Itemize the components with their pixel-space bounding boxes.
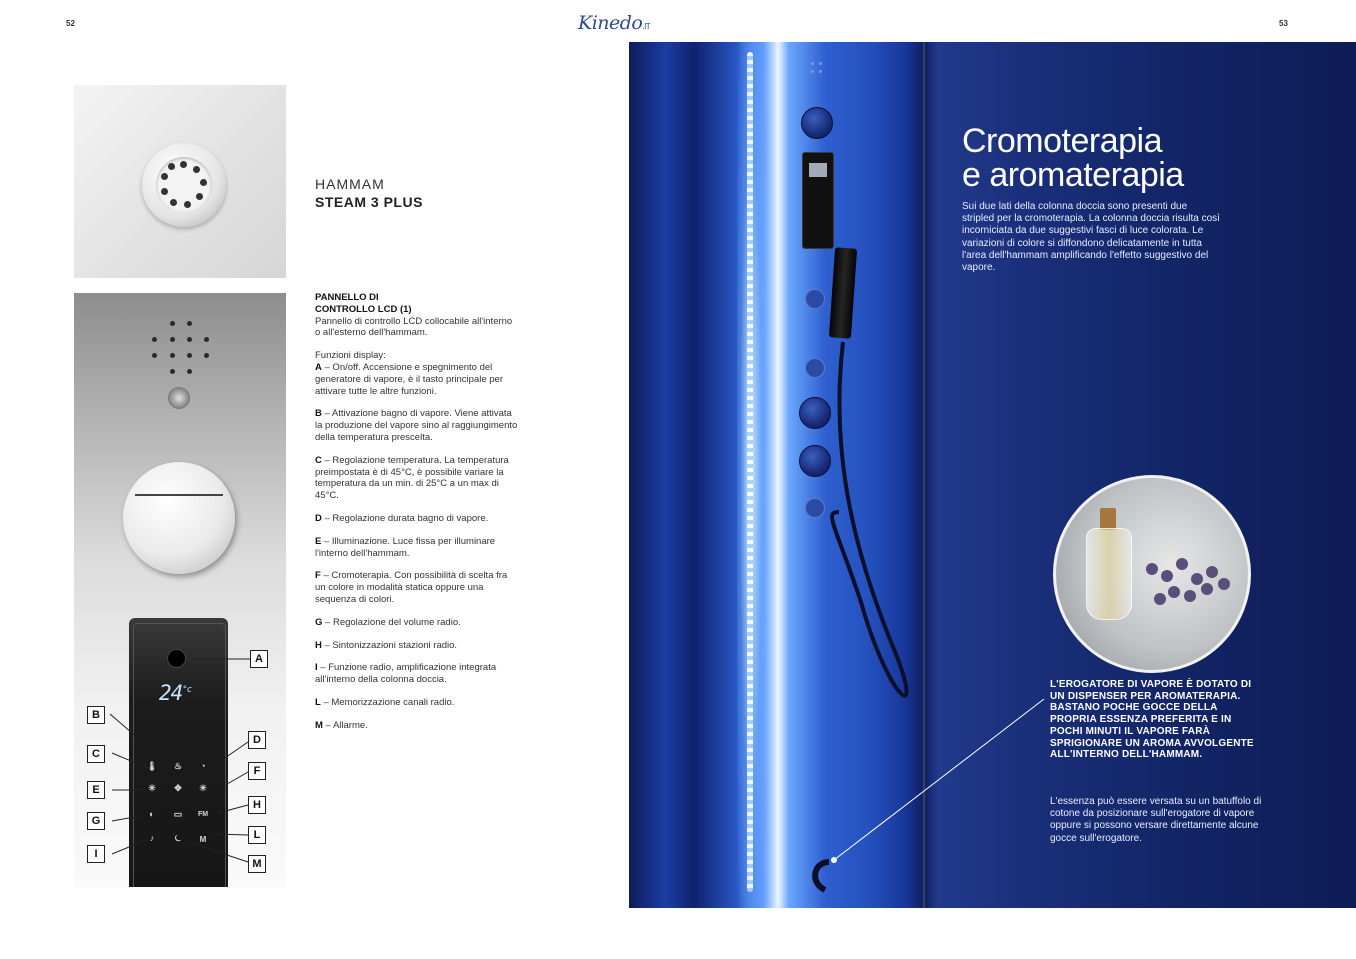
callout-e: E — [87, 781, 105, 799]
sun-icon[interactable]: ☀ — [198, 783, 208, 793]
callout-d: D — [248, 731, 266, 749]
callout-l: L — [248, 826, 266, 844]
headline-line-2: e aromaterapia — [962, 156, 1184, 194]
caption-pointer — [829, 697, 1049, 867]
callout-m: M — [248, 855, 266, 873]
spec-item-b: B – Attivazione bagno di vapore. Viene attivata la produzione del vapore sino al raggiungimento della temperatura prescelta. — [315, 408, 518, 443]
callout-a: A — [250, 650, 268, 668]
thermometer-icon[interactable]: 🌡 — [146, 761, 158, 771]
spec-item-m: M – Allarme. — [315, 719, 368, 731]
feature-headline — [962, 124, 1184, 192]
spec-item-e: E – Illuminazione. Luce fissa per illuminare l'interno dell'hammam. — [315, 535, 496, 559]
specs-heading-2: CONTROLLO LCD (1) — [315, 303, 412, 315]
spec-item-d: D – Regolazione durata bagno di vapore. — [315, 512, 489, 524]
fm-button[interactable]: FM — [197, 811, 209, 818]
spec-item-a: A – On/off. Accensione e spegnimento del generatore di vapore, è il tasto principale per attivare tutte le altre funzioni. — [315, 361, 504, 397]
alarm-icon[interactable]: ⏾ — [174, 833, 182, 843]
page-number-left: 52 — [66, 19, 75, 28]
specs-heading-1: PANNELLO DI — [315, 292, 379, 303]
oil-bottle-icon — [1086, 528, 1132, 620]
radio-icon[interactable]: ♪ — [149, 833, 155, 843]
spec-item-l: L – Memorizzazione canali radio. — [315, 696, 455, 708]
callout-f: F — [248, 762, 266, 780]
logo-text: Kinedo — [578, 12, 643, 34]
aroma-caption-bold: L'EROGATORE DI VAPORE È DOTATO DI UN DISPENSER PER AROMATERAPIA. BASTANO POCHE GOCCE DELLA PROPRIA ESSENZA PREFERITA E IN POCHI MINUTI IL VAPORE FARÀ SPRIGIONARE UN AROMA AVVOLGENTE ALL'INTERNO DELL'HAMMAM. — [1050, 679, 1254, 761]
aroma-caption-text: L'essenza può essere versata su un batuffolo di cotone da posizionare sull'erogatore di vapore oppure si possono versare direttamente alcune gocce sull'erogatore. — [1050, 796, 1262, 844]
page-number-right: 53 — [1279, 19, 1288, 28]
spec-item-f: F – Cromoterapia. Con possibilità di scelta fra un colore in modalità statica oppure una sequenza di colori. — [315, 570, 508, 605]
specs-column — [315, 292, 520, 743]
minus-icon[interactable]: ▭ — [173, 809, 183, 819]
steam-icon[interactable]: ♨ — [173, 761, 183, 771]
product-category: HAMMAM — [315, 176, 385, 192]
feature-intro: Sui due lati della colonna doccia sono presenti due stripled per la cromoterapia. La colonna doccia risulta così incorniciata da due suggestivi fasci di luce colorata. Le variazioni di colore si diffondono delicatamente in tutta l'area dell'hammam amplificando l'effetto suggestivo del vapore. — [962, 201, 1220, 274]
callout-g: G — [87, 812, 105, 830]
spec-item-i: I – Funzione radio, amplificazione integrata all'interno della colonna doccia. — [315, 662, 497, 686]
callout-c: C — [87, 745, 105, 763]
headline-line-1: Cromoterapia — [962, 122, 1162, 160]
callout-h: H — [248, 796, 266, 814]
timer-icon[interactable]: ◔ — [200, 761, 206, 771]
lcd-temperature: $24^{^\circ c}$ — [159, 681, 192, 705]
aroma-oil-image — [1053, 475, 1251, 673]
light-icon[interactable]: ✳ — [148, 783, 156, 793]
spec-item-h: H – Sintonizzazioni stazioni radio. — [315, 639, 458, 651]
spec-item-c: C – Regolazione temperatura. La temperatura preimpostata è di 45°C, è possibile variare la temperatura da un min. di 25°C a un max di 45°C. — [315, 454, 509, 502]
logo-suffix: .IT — [642, 22, 651, 31]
product-name: STEAM 3 PLUS — [315, 194, 423, 210]
functions-label: Funzioni display: — [315, 350, 386, 362]
spec-item-g: G – Regolazione del volume radio. — [315, 616, 461, 628]
memory-button[interactable]: M — [199, 835, 207, 844]
callout-b: B — [87, 706, 105, 724]
volume-icon[interactable]: ◐ — [149, 809, 155, 819]
specs-intro: Pannello di controllo LCD collocabile all'interno o all'esterno dell'hammam. — [315, 315, 513, 339]
chromo-icon[interactable]: ✥ — [174, 783, 182, 793]
cork-icon — [1100, 508, 1116, 530]
callout-i: I — [87, 845, 105, 863]
